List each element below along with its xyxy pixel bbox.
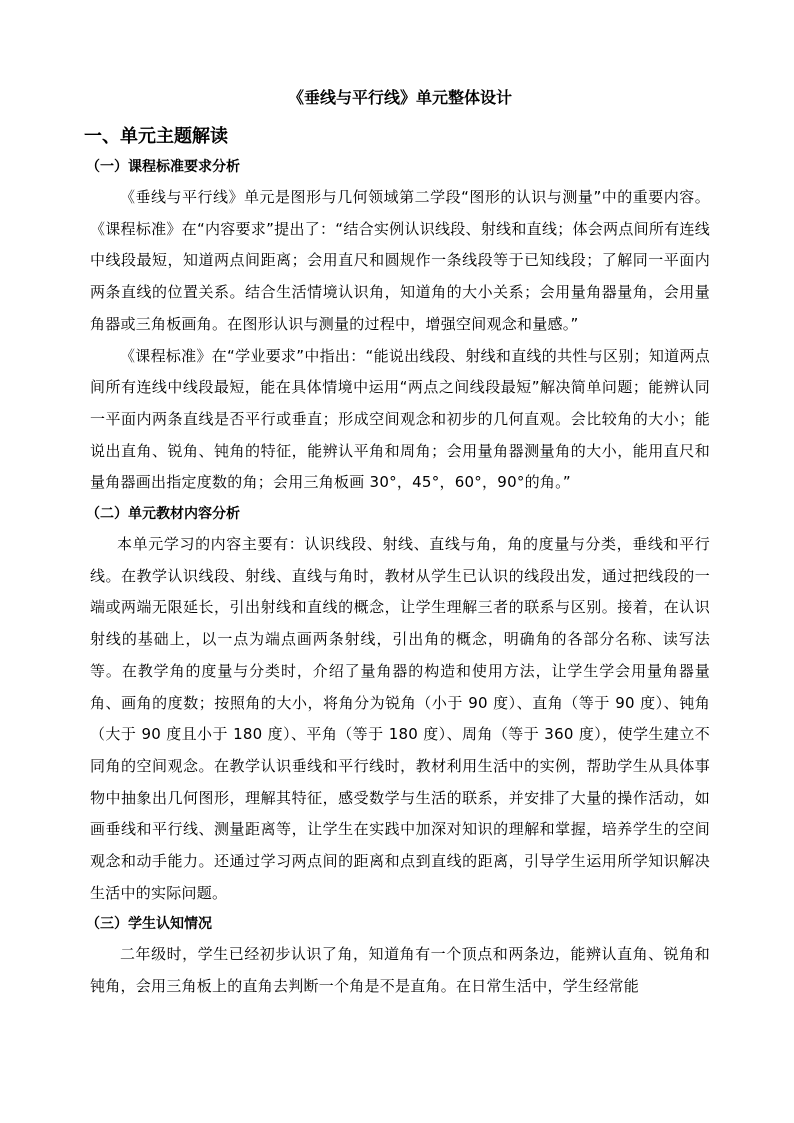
subsection-heading-textbook-analysis: （二）单元教材内容分析 xyxy=(86,506,240,523)
paragraph-curriculum-academic-requirements: 《课程标准》在“学业要求”中指出：“能说出线段、射线和直线的共性与区别；知道两点间所有连线中线段最短，能在具体情境中运用“两点之间线段最短”解决简单问题；能辨认同一平面内两条直线是否平行或垂直；形成空间观念和初步的几何直观。会比较角的大小；能说出直角、锐角、钝角的特征，能辨认平角和周角；会用量角器测量角的大小，能用直尺和量角器画出指定度数的角；会用三角板画 30°，45°，60°，90°的角。” xyxy=(90,346,710,492)
document-content xyxy=(84,86,710,1003)
document-title: 《垂线与平行线》单元整体设计 xyxy=(287,88,512,107)
paragraph-curriculum-content-requirements: 《垂线与平行线》单元是图形与几何领域第二学段“图形的认识与测量”中的重要内容。《课程标准》在“内容要求”提出了：“结合实例认识线段、射线和直线；体会两点间所有连线中线段最短，知道两点间距离；会用直尺和圆规作一条线段等于已知线段；了解同一平面内两条直线的位置关系。结合生活情境认识角，知道角的大小关系；会用量角器量角，会用量角器或三角板画角。在图形认识与测量的过程中，增强空间观念和量感。” xyxy=(90,188,710,333)
paragraph-textbook-content: 本单元学习的内容主要有：认识线段、射线、直线与角，角的度量与分类，垂线和平行线。在教学认识线段、射线、直线与角时，教材从学生已认识的线段出发，通过把线段的一端或两端无限延长，引出射线和直线的概念，让学生理解三者的联系与区别。接着，在认识射线的基础上，以一点为端点画两条射线，引出角的概念，明确角的各部分名称、读写法等。在教学角的度量与分类时，介绍了量角器的构造和使用方法，让学生学会用量角器量角、画角的度数；按照角的大小，将角分为锐角（小于 90 度）、直角（等于 90 度）、钝角（大于 90 度且小于 180 度）、平角（等于 180 度）、周角（等于 360 度），使学生建立不同角的空间观念。在教学认识垂线和平行线时，教材利用生活中的实例，帮助学生从具体事物中抽象出几何图形，理解其特征，感受数学与生活的联系，并安排了大量的操作活动，如画垂线和平行线、测量距离等，让学生在实践中加深对知识的理解和掌握，培养学生的空间观念和动手能力。还通过学习两点间的距离和点到直线的距离，引导学生运用所学知识解决生活中的实际问题。 xyxy=(90,535,710,902)
section-heading-unit-theme: 一、单元主题解读 xyxy=(84,126,228,147)
paragraph-student-cognition: 二年级时，学生已经初步认识了角，知道角有一个顶点和两条边，能辨认直角、锐角和钝角，会用三角板上的直角去判断一个角是不是直角。在日常生活中，学生经常能 xyxy=(90,945,710,996)
subsection-heading-curriculum-standard: （一）课程标准要求分析 xyxy=(86,159,240,175)
subsection-heading-student-cognition: （三）学生认知情况 xyxy=(86,916,212,933)
